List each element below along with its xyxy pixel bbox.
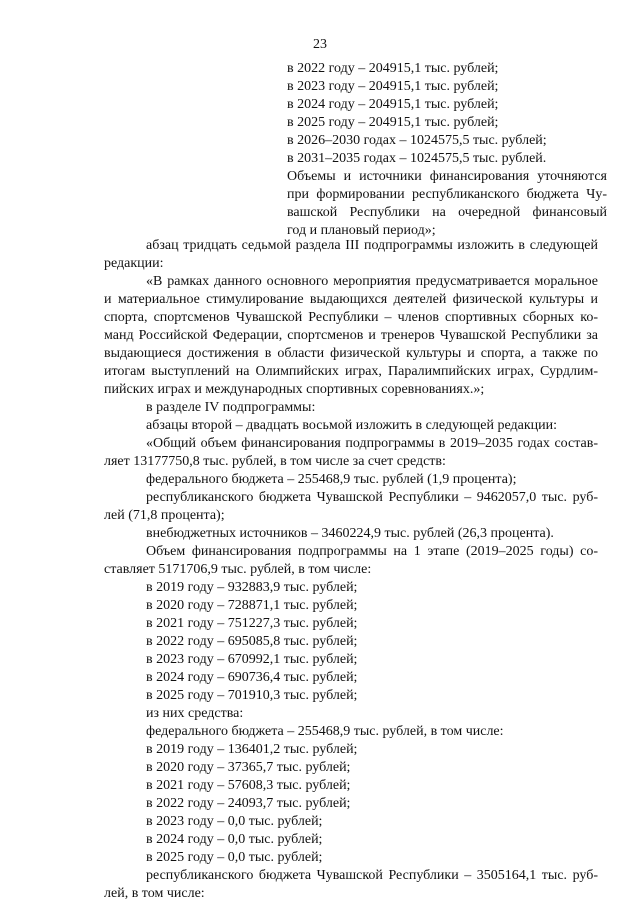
text-line: в 2021 году – 57608,3 тыс. рублей;: [146, 778, 351, 793]
text-line: в 2022 году – 204915,1 тыс. рублей;: [287, 61, 499, 76]
text-line: федерального бюджета – 255468,9 тыс. рублей, в том числе:: [146, 724, 504, 739]
text-line: пийских играх и международных спортивных соревнованиях.»;: [104, 382, 485, 397]
text-line: редакции:: [104, 256, 164, 271]
text-line: в 2023 году – 0,0 тыс. рублей;: [146, 814, 323, 829]
text-line: ставляет 5171706,9 тыс. рублей, в том числе:: [104, 562, 372, 577]
text-line: и материальное стимулирование выдающихся деятелей физической культуры и: [104, 292, 598, 307]
text-line: в 2024 году – 204915,1 тыс. рублей;: [287, 97, 499, 112]
text-line: в 2025 году – 204915,1 тыс. рублей;: [287, 115, 499, 130]
text-line: республиканского бюджета Чувашской Республики – 3505164,1 тыс. руб-: [146, 868, 598, 883]
text-line: вашской Республики на очередной финансовый: [287, 205, 607, 220]
text-line: лей (71,8 процента);: [104, 508, 225, 523]
text-line: в 2022 году – 24093,7 тыс. рублей;: [146, 796, 351, 811]
text-line: год и плановый период»;: [287, 223, 436, 238]
funding-by-year-block: [287, 60, 607, 240]
text-line: в 2031–2035 годах – 1024575,5 тыс. рублей.: [287, 151, 547, 166]
text-line: в разделе IV подпрограммы:: [146, 400, 316, 415]
text-line: в 2019 году – 136401,2 тыс. рублей;: [146, 742, 358, 757]
text-line: ляет 13177750,8 тыс. рублей, в том числе за счет средств:: [104, 454, 446, 469]
document-body: [104, 237, 598, 903]
text-line: республиканского бюджета Чувашской Республики – 9462057,0 тыс. руб-: [146, 490, 598, 505]
text-line: в 2019 году – 932883,9 тыс. рублей;: [146, 580, 358, 595]
text-line: в 2023 году – 670992,1 тыс. рублей;: [146, 652, 358, 667]
text-line: абзацы второй – двадцать восьмой изложить в следующей редакции:: [146, 418, 557, 433]
page-number: 23: [313, 37, 327, 52]
text-line: Объемы и источники финансирования уточняются: [287, 169, 607, 184]
text-line: в 2025 году – 701910,3 тыс. рублей;: [146, 688, 358, 703]
text-line: в 2020 году – 728871,1 тыс. рублей;: [146, 598, 358, 613]
text-line: в 2026–2030 годах – 1024575,5 тыс. рублей;: [287, 133, 547, 148]
text-line: итогам выступлений на Олимпийских играх, Паралимпийских играх, Сурдлим-: [104, 364, 598, 379]
text-line: в 2020 году – 37365,7 тыс. рублей;: [146, 760, 351, 775]
text-line: «Общий объем финансирования подпрограммы в 2019–2035 годах состав-: [146, 436, 598, 451]
text-line: в 2021 году – 751227,3 тыс. рублей;: [146, 616, 358, 631]
text-line: в 2022 году – 695085,8 тыс. рублей;: [146, 634, 358, 649]
text-line: спорта, спортсменов Чувашской Республики – членов спортивных сборных ко-: [104, 310, 598, 325]
text-line: при формировании республиканского бюджета Чу-: [287, 187, 607, 202]
text-line: федерального бюджета – 255468,9 тыс. рублей (1,9 процента);: [146, 472, 517, 487]
text-line: в 2025 году – 0,0 тыс. рублей;: [146, 850, 323, 865]
text-line: из них средства:: [146, 706, 244, 721]
text-line: в 2023 году – 204915,1 тыс. рублей;: [287, 79, 499, 94]
text-line: в 2024 году – 690736,4 тыс. рублей;: [146, 670, 358, 685]
text-line: выдающиеся достижения в области физической культуры и спорта, а также по: [104, 346, 598, 361]
text-line: «В рамках данного основного мероприятия предусматривается моральное: [146, 274, 598, 289]
text-line: внебюджетных источников – 3460224,9 тыс. рублей (26,3 процента).: [146, 526, 554, 541]
text-line: манд Российской Федерации, спортсменов и тренеров Чувашской Республики за: [104, 328, 598, 343]
text-line: лей, в том числе:: [104, 886, 205, 901]
text-line: в 2024 году – 0,0 тыс. рублей;: [146, 832, 323, 847]
text-line: Объем финансирования подпрограммы на 1 этапе (2019–2025 годы) со-: [146, 544, 598, 559]
text-line: абзац тридцать седьмой раздела III подпрограммы изложить в следующей: [146, 238, 598, 253]
